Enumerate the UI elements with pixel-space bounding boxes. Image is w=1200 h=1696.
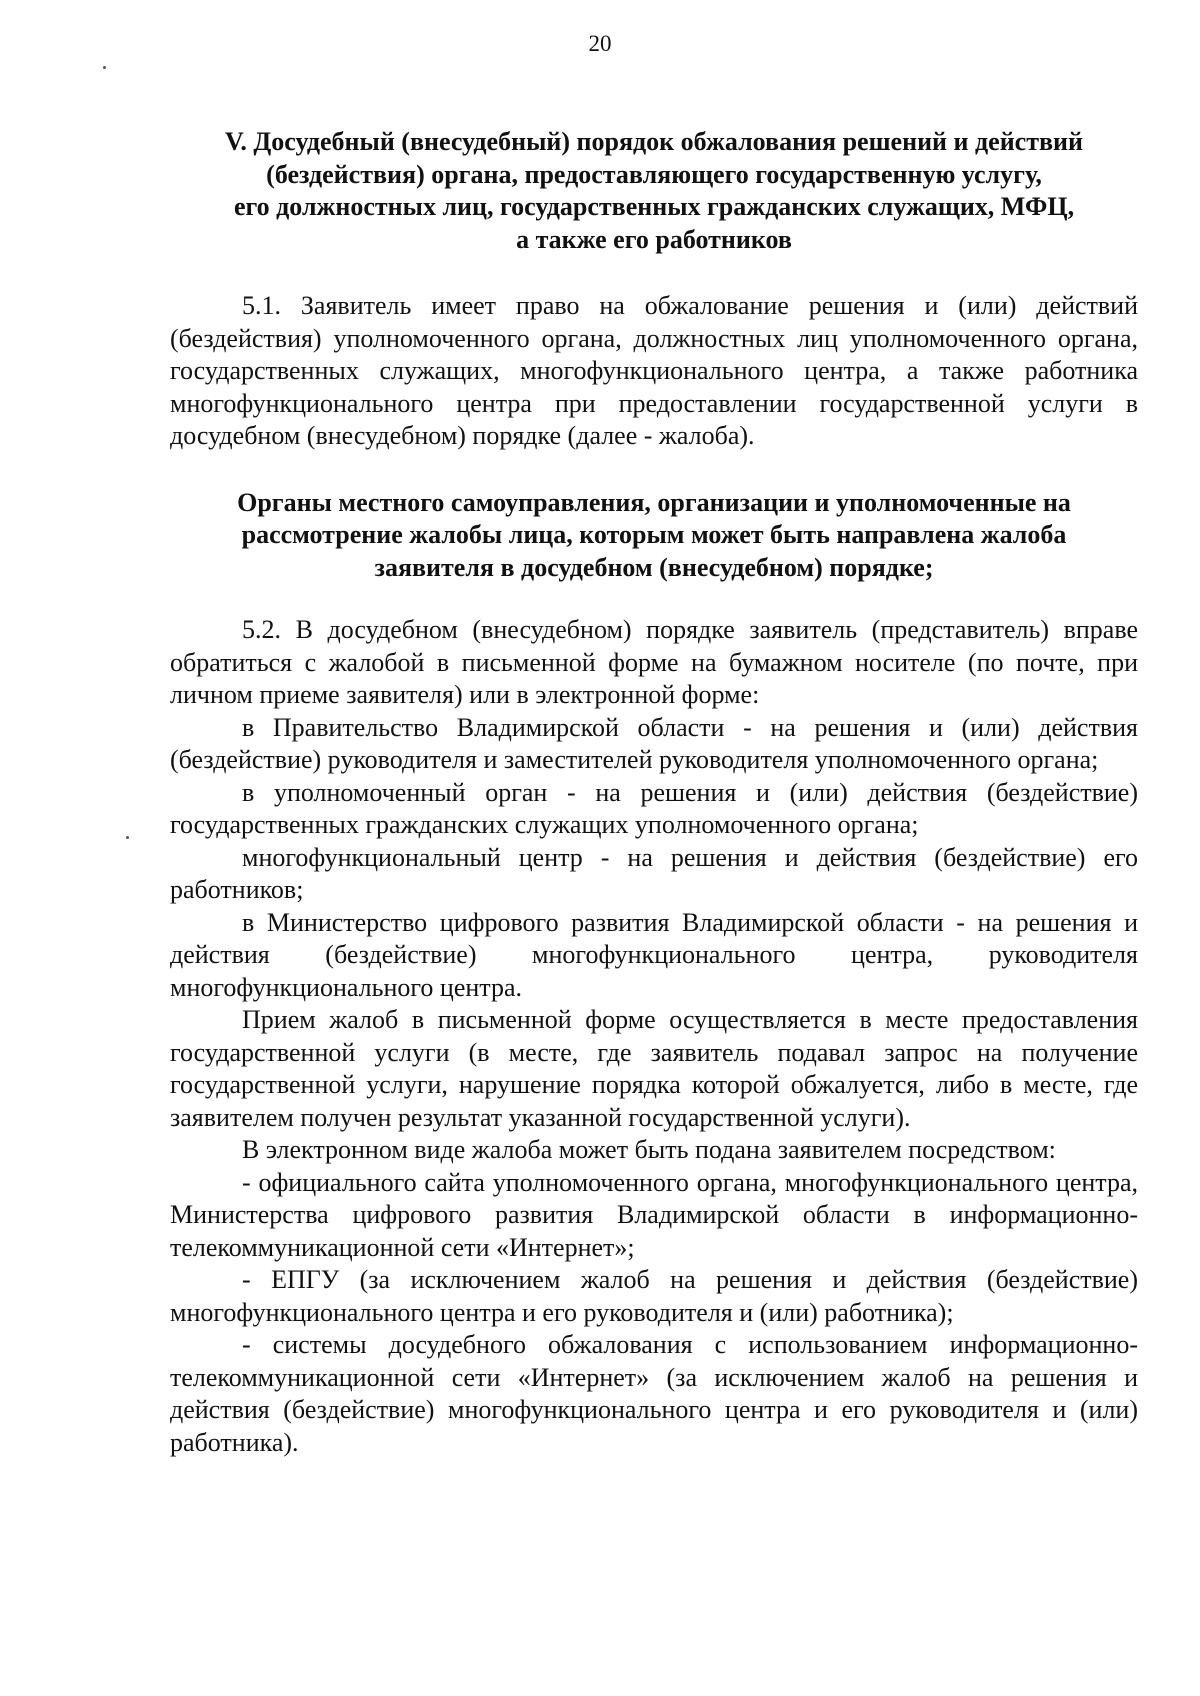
subheading-line: заявителя в досудебном (внесудебном) порядке; — [374, 552, 934, 582]
section-heading-line: V. Досудебный (внесудебный) порядок обжалования решений и действий — [224, 127, 1083, 156]
list-item-authorized-body: в уполномоченный орган - на решения и (или) действия (бездействие) государственных гражданских служащих уполномоченного органа; — [170, 777, 1138, 839]
scan-artifact-dot — [126, 836, 129, 839]
paragraph-5-2: 5.2. В досудебном (внесудебном) порядке заявитель (представитель) вправе обратиться с жалобой в письменной форме на бумажном носителе (по почте, при личном приеме заявителя) или в электронной форме: — [170, 615, 1138, 709]
list-item-ministry: в Министерство цифрового развития Владимирской области - на решения и действия (бездействие) многофункционального центра, руководителя многофункционального центра. — [170, 907, 1138, 1002]
section-heading-line: а также его работников — [516, 224, 792, 254]
electronic-item-epgu: - ЕПГУ (за исключением жалоб на решения и действия (бездействие) многофункционального центра и его руководителя и (или) работника); — [170, 1265, 1138, 1327]
paragraph-electronic-intro: В электронном виде жалоба может быть подана заявителем посредством: — [242, 1135, 1056, 1164]
subheading — [170, 487, 1138, 585]
paragraph-5-1: 5.1. Заявитель имеет право на обжалование решения и (или) действий (бездействия) уполномоченного органа, должностных лиц уполномоченного органа, государственных служащих, многофункционального центра, а также работника многофункционального центра при предоставлении государственной услуги в досудебном (внесудебном) порядке (далее - жалоба). — [170, 291, 1138, 450]
section-heading-line: (бездействия) органа, предоставляющего государственную услугу, — [266, 159, 1042, 189]
page-number: 20 — [588, 31, 612, 56]
electronic-item-website: - официального сайта уполномоченного органа, многофункционального центра, Министерства цифрового развития Владимирской области в информационно-телекоммуникационной сети «Интернет»; — [170, 1167, 1138, 1262]
subheading-line: Органы местного самоуправления, организации и уполномоченные на — [237, 487, 1071, 517]
section-heading-line: его должностных лиц, государственных гражданских служащих, МФЦ, — [233, 192, 1075, 221]
scan-artifact-dot — [103, 66, 106, 69]
list-item-government: в Правительство Владимирской области - на решения и (или) действия (бездействие) руководителя и заместителей руководителя уполномоченного органа; — [170, 712, 1138, 774]
subheading-line: рассмотрение жалобы лица, которым может быть направлена жалоба — [241, 520, 1067, 549]
list-item-mfc: многофункциональный центр - на решения и действия (бездействие) его работников; — [170, 842, 1138, 904]
section-heading — [170, 126, 1138, 256]
electronic-item-appeal-system: - системы досудебного обжалования с использованием информационно-телекоммуникационной сети «Интернет» (за исключением жалоб на решения и действия (бездействие) многофункционального центра и его руководителя и (или) работника). — [170, 1330, 1138, 1457]
paragraph-reception: Прием жалоб в письменной форме осуществляется в месте предоставления государственной услуги (в месте, где заявитель подавал запрос на получение государственной услуги, нарушение порядка которой обжалуется, либо в месте, где заявителем получен результат указанной государственной услуги). — [170, 1005, 1138, 1132]
document-body — [170, 126, 1138, 1459]
